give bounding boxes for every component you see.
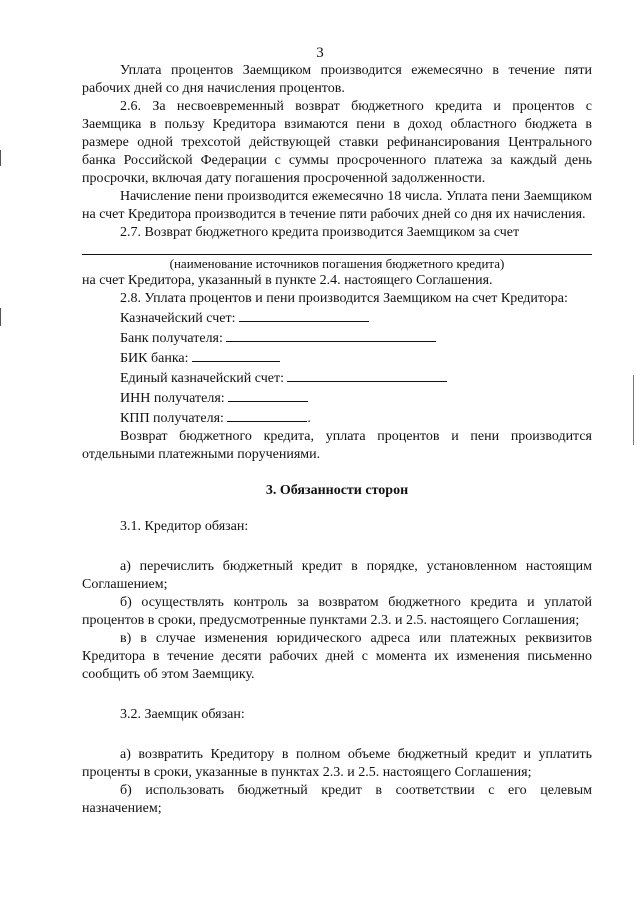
- scan-edge-mark: [633, 375, 634, 445]
- blank-line: [192, 348, 280, 362]
- page-number: 3: [316, 45, 324, 61]
- clause-3-2: 3.2. Заемщик обязан:: [120, 707, 245, 722]
- section-heading: 3. Обязанности сторон: [265, 483, 409, 498]
- repayment-source-line: [82, 244, 592, 255]
- clause-3-1: 3.1. Кредитор обязан:: [120, 519, 249, 534]
- field-recipient-bank: [82, 328, 592, 348]
- field-label: ИНН получателя:: [120, 391, 225, 406]
- field-bank-bik: [82, 348, 592, 368]
- clause-3-1-a: а) перечислить бюджетный кредит в порядке, установленном настоящим Соглашением;: [82, 559, 592, 592]
- field-label: Банк получателя:: [120, 331, 223, 346]
- repayment-source-caption: (наименование источников погашения бюджетного кредита): [169, 256, 505, 271]
- field-treasury-account: [82, 308, 592, 328]
- blank-line: [239, 308, 369, 322]
- field-unified-treasury-account: [82, 368, 592, 388]
- blank-line: [227, 408, 307, 422]
- paragraph-2-7-repayment: 2.7. Возврат бюджетного кредита производится Заемщиком за счет: [120, 225, 520, 240]
- paragraph-payment-orders: Возврат бюджетного кредита, уплата процентов и пени производится отдельными платежными поручениями.: [82, 429, 592, 462]
- clause-3-2-b: б) использовать бюджетный кредит в соответствии с его целевым назначением;: [82, 783, 592, 816]
- paragraph-2-7-continuation: на счет Кредитора, указанный в пункте 2.4. настоящего Соглашения.: [82, 273, 493, 288]
- blank-line: [228, 388, 308, 402]
- document-body: [82, 62, 592, 818]
- field-label: Единый казначейский счет:: [120, 371, 284, 386]
- paragraph-2-8-payment: 2.8. Уплата процентов и пени производится Заемщиком на счет Кредитора:: [120, 291, 568, 306]
- field-label: Казначейский счет:: [120, 311, 236, 326]
- field-recipient-inn: [82, 388, 592, 408]
- field-label: КПП получателя:: [120, 411, 224, 426]
- paragraph-2-6-penalties: 2.6. За несвоевременный возврат бюджетного кредита и процентов с Заемщика в пользу Кредитора взимаются пени в доход областного бюджета в размере одной трехсотой действующей ставки рефинансирования Центрального банка Российской Федерации с суммы просроченного платежа за каждый день просрочки, включая дату погашения просроченной задолженности.: [82, 99, 592, 186]
- clause-3-1-c: в) в случае изменения юридического адреса или платежных реквизитов Кредитора в течение десяти рабочих дней с момента их изменения письменно сообщить об этом Заемщику.: [82, 631, 592, 682]
- field-end-period: .: [307, 411, 311, 426]
- blank-line: [226, 328, 436, 342]
- paragraph-penalty-accrual: Начисление пени производится ежемесячно 18 числа. Уплата пени Заемщиком на счет Кредитора производится в течение пяти рабочих дней со дня их начисления.: [82, 189, 592, 222]
- paragraph-interest-payment: Уплата процентов Заемщиком производится ежемесячно в течение пяти рабочих дней со дня начисления процентов.: [82, 63, 592, 96]
- field-label: БИК банка:: [120, 351, 189, 366]
- scan-edge-mark: [0, 150, 1, 166]
- clause-3-2-a: а) возвратить Кредитору в полном объеме бюджетный кредит и уплатить проценты в сроки, указанные в пунктах 2.3. и 2.5. настоящего Соглашения;: [82, 747, 592, 780]
- field-recipient-kpp: [82, 408, 592, 428]
- clause-3-1-b: б) осуществлять контроль за возвратом бюджетного кредита и уплатой процентов в сроки, предусмотренные пунктами 2.3. и 2.5. настоящего Соглашения;: [82, 595, 592, 628]
- blank-line: [287, 368, 447, 382]
- scan-edge-mark: [0, 308, 1, 326]
